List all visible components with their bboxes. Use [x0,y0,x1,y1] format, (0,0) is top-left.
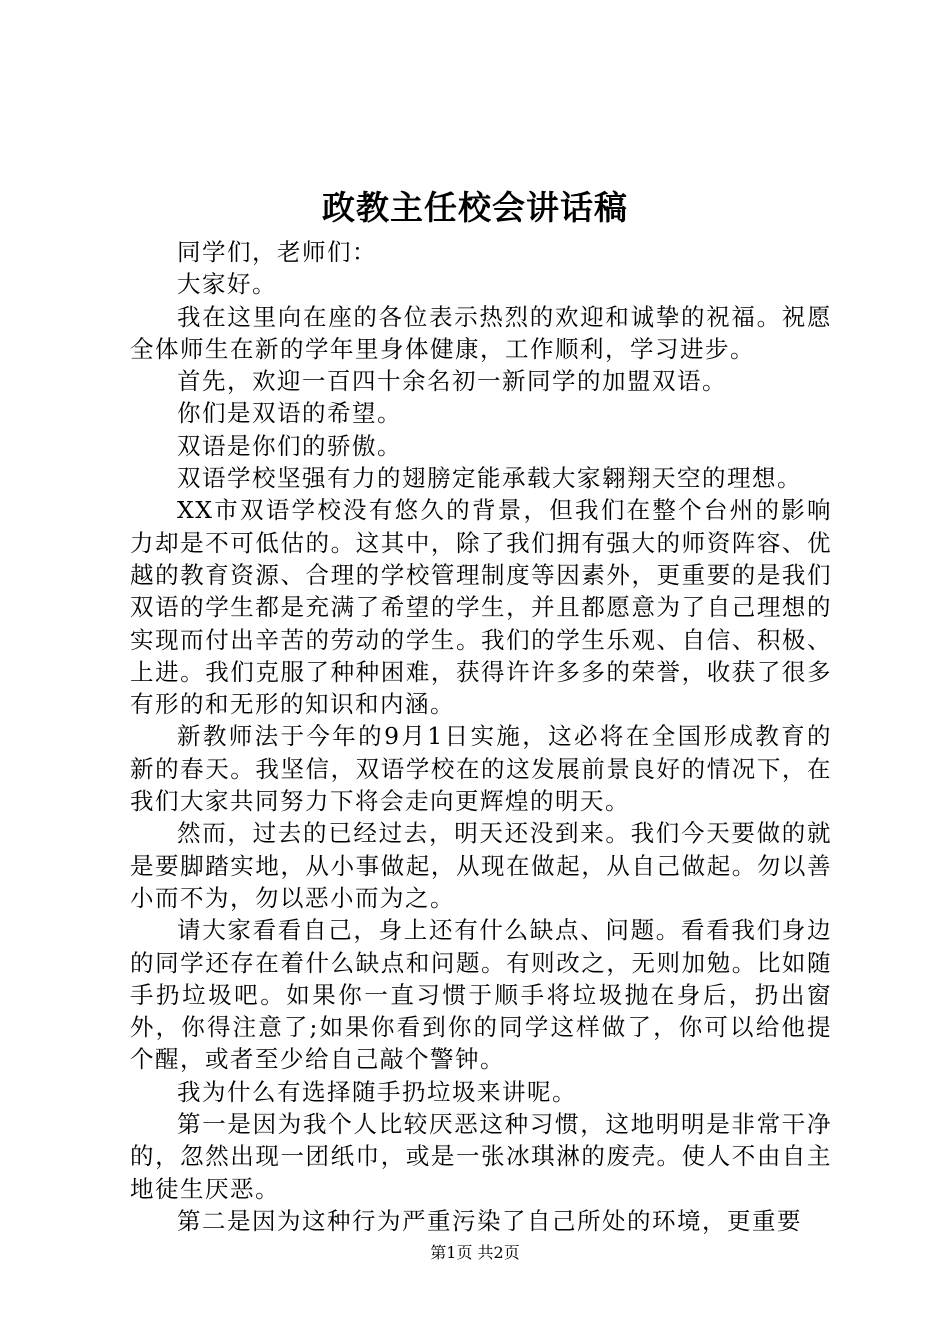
paragraph: 首先，欢迎一百四十余名初一新同学的加盟双语。 [177,367,727,396]
paragraph: 你们是双语的希望。 [177,399,402,428]
paragraph: 我为什么有选择随手扔垃圾来讲呢。 [177,1077,577,1106]
document-body [130,236,832,1237]
paragraph: 第二是因为这种行为严重污染了自己所处的环境，更重要 [177,1206,802,1235]
paragraph: 新教师法于今年的9月1日实施，这必将在全国形成教育的新的春天。我坚信，双语学校在的这发展前景良好的情况下，在我们大家共同努力下将会走向更辉煌的明天。 [130,722,832,816]
paragraph: 双语是你们的骄傲。 [177,431,402,460]
paragraph: 同学们，老师们： [177,238,377,266]
paragraph: 请大家看看自己，身上还有什么缺点、问题。看看我们身边的同学还存在着什么缺点和问题。有则改之，无则加勉。比如随手扔垃圾吧。如果你一直习惯于顺手将垃圾抛在身后，扔出窗外，你得注意了;如果你看到你的同学这样做了，你可以给他提个醒，或者至少给自己敲个警钟。 [130,916,832,1074]
paragraph: 大家好。 [177,270,277,299]
document-title: 政教主任校会讲话稿 [322,188,628,227]
paragraph: 我在这里向在座的各位表示热烈的欢迎和诚挚的祝福。祝愿全体师生在新的学年里身体健康，工作顺利，学习进步。 [130,302,832,363]
paragraph: 然而，过去的已经过去，明天还没到来。我们今天要做的就是要脚踏实地，从小事做起，从现在做起，从自己做起。勿以善小而不为，勿以恶小而为之。 [130,819,832,912]
paragraph: XX市双语学校没有悠久的背景，但我们在整个台州的影响力却是不可低估的。这其中，除了我们拥有强大的师资阵容、优越的教育资源、合理的学校管理制度等因素外，更重要的是我们双语的学生都是充满了希望的学生，并且都愿意为了自己理想的实现而付出辛苦的劳动的学生。我们的学生乐观、自信、积极、上进。我们克服了种种困难，获得许许多多的荣誉，收获了很多有形的和无形的知识和内涵。 [130,496,832,719]
page-number: 第1页 共2页 [430,1243,520,1262]
paragraph: 第一是因为我个人比较厌恶这种习惯，这地明明是非常干净的，忽然出现一团纸巾，或是一张冰琪淋的废壳。使人不由自主地徒生厌恶。 [130,1110,832,1203]
paragraph: 双语学校坚强有力的翅膀定能承载大家翱翔天空的理想。 [177,464,802,493]
